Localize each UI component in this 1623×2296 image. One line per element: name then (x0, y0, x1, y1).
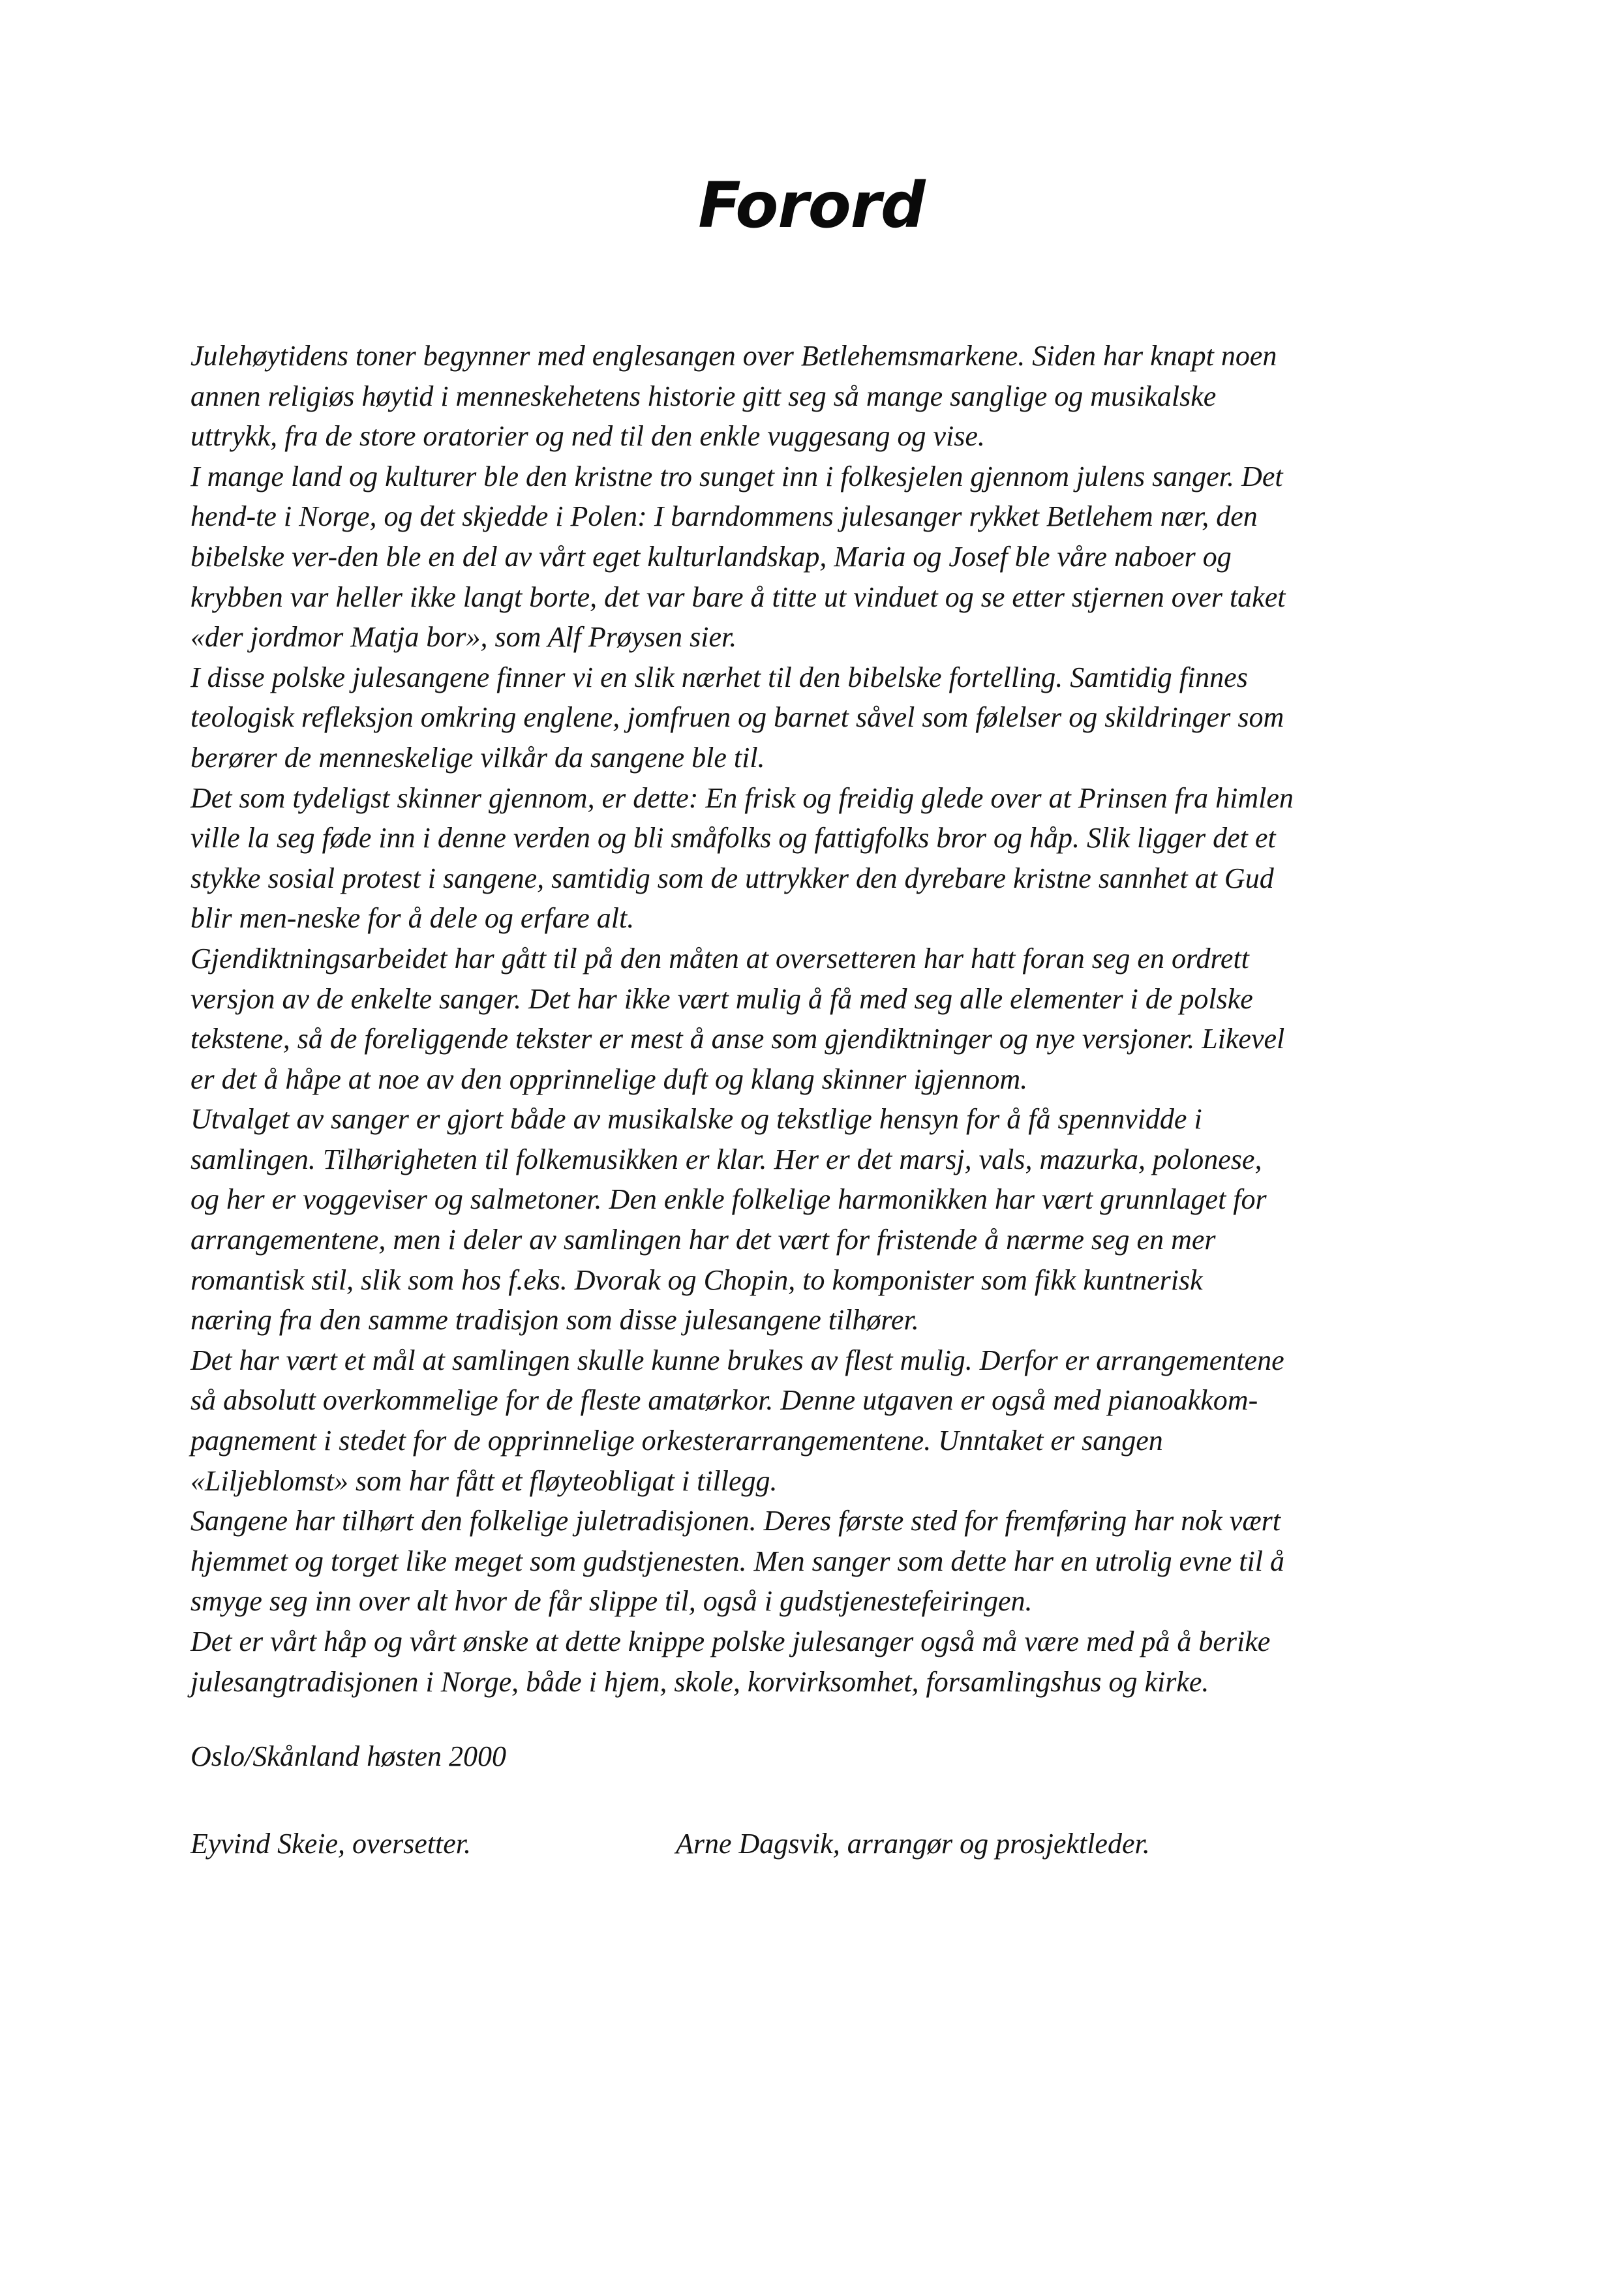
text-line: «Liljeblomst» som har fått et fløyteobligat i tillegg. (190, 1464, 778, 1497)
text-line: I mange land og kulturer ble den kristne tro sunget inn i folkesjelen gjennom julens sanger. Det (190, 460, 1283, 492)
text-line: versjon av de enkelte sanger. Det har ikke vært mulig å få med seg alle elementer i de polske (190, 982, 1253, 1015)
text-line: Sangene har tilhørt den folkelige juletradisjonen. Deres første sted for fremføring har nok vært (190, 1505, 1281, 1537)
text-line: Gjendiktningsarbeidet har gått til på den måten at oversetteren har hatt foran seg en ordrett (190, 942, 1249, 974)
text-line: samlingen. Tilhørigheten til folkemusikken er klar. Her er det marsj, vals, mazurka, polonese, (190, 1143, 1262, 1175)
text-line: Julehøytidens toner begynner med englesangen over Betlehemsmarkene. Siden har knapt noen (190, 340, 1277, 372)
text-line: tekstene, så de foreliggende tekster er mest å anse som gjendiktninger og nye versjoner. Likevel (190, 1023, 1285, 1055)
text-line: og her er voggeviser og salmetoner. Den enkle folkelige harmonikken har vært grunnlaget for (190, 1183, 1267, 1216)
text-line: romantisk stil, slik som hos f.eks. Dvorak og Chopin, to komponister som fikk kuntnerisk (190, 1263, 1203, 1296)
text-line: annen religiøs høytid i menneskehetens historie gitt seg så mange sanglige og musikalske (190, 380, 1217, 412)
text-line: Utvalget av sanger er gjort både av musikalske og tekstlige hensyn for å få spennvidde i (190, 1103, 1202, 1136)
text-line: julesangtradisjonen i Norge, både i hjem, skole, korvirksomhet, forsamlingshus og kirke. (190, 1665, 1209, 1698)
text-line: pagnement i stedet for de opprinnelige orkesterarrangementene. Unntaket er sangen (190, 1425, 1163, 1457)
text-line: teologisk refleksjon omkring englene, jomfruen og barnet såvel som følelser og skildringer som (190, 701, 1284, 734)
text-line: Det er vårt håp og vårt ønske at dette knippe polske julesanger også må være med på å berike (190, 1625, 1271, 1657)
preface-body (190, 336, 1528, 1702)
text-line: uttrykk, fra de store oratorier og ned til den enkle vuggesang og vise. (190, 420, 985, 453)
text-line: I disse polske julesangene finner vi en slik nærhet til den bibelske fortelling. Samtidig finnes (190, 661, 1248, 693)
text-line: «der jordmor Matja bor», som Alf Prøysen sier. (190, 621, 737, 654)
text-line: ville la seg føde inn i denne verden og bli småfolks og fattigfolks bror og håp. Slik ligger det et (190, 822, 1276, 854)
text-line: næring fra den samme tradisjon som disse julesangene tilhører. (190, 1304, 919, 1337)
text-line: berører de menneskelige vilkår da sangene ble til. (190, 741, 765, 774)
text-line: hjemmet og torget like meget som gudstjenesten. Men sanger som dette har en utrolig evne til å (190, 1545, 1284, 1577)
text-line: stykke sosial protest i sangene, samtidig som de uttrykker den dyrebare kristne sannhet at Gud (190, 862, 1274, 894)
text-line: hend-te i Norge, og det skjedde i Polen: I barndommens julesanger rykket Betlehem nær, den (190, 500, 1258, 533)
text-line: blir men-neske for å dele og erfare alt. (190, 902, 635, 935)
text-line: er det å håpe at noe av den opprinnelige duft og klang skinner igjennom. (190, 1063, 1028, 1095)
text-line: Det som tydeligst skinner gjennom, er dette: En frisk og freidig glede over at Prinsen fra himlen (190, 781, 1294, 814)
signature-translator: Eyvind Skeie, oversetter. (190, 1828, 472, 1860)
text-line: krybben var heller ikke langt borte, det var bare å titte ut vinduet og se etter stjernen over taket (190, 581, 1286, 613)
place-date: Oslo/Skånland høsten 2000 (190, 1740, 506, 1772)
signature-arranger: Arne Dagsvik, arrangør og prosjektleder. (676, 1828, 1150, 1860)
text-line: arrangementene, men i deler av samlingen har det vært for fristende å nærme seg en mer (190, 1224, 1216, 1256)
text-line: smyge seg inn over alt hvor de får slippe til, også i gudstjenestefeiringen. (190, 1585, 1033, 1618)
text-line: Det har vært et mål at samlingen skulle kunne brukes av flest mulig. Derfor er arrangementene (190, 1344, 1284, 1376)
text-line: så absolutt overkommelige for de fleste amatørkor. Denne utgaven er også med pianoakkom- (190, 1384, 1258, 1417)
text-line: bibelske ver-den ble en del av vårt eget kulturlandskap, Maria og Josef ble våre naboer og (190, 540, 1232, 573)
page-title: Forord (698, 169, 925, 242)
